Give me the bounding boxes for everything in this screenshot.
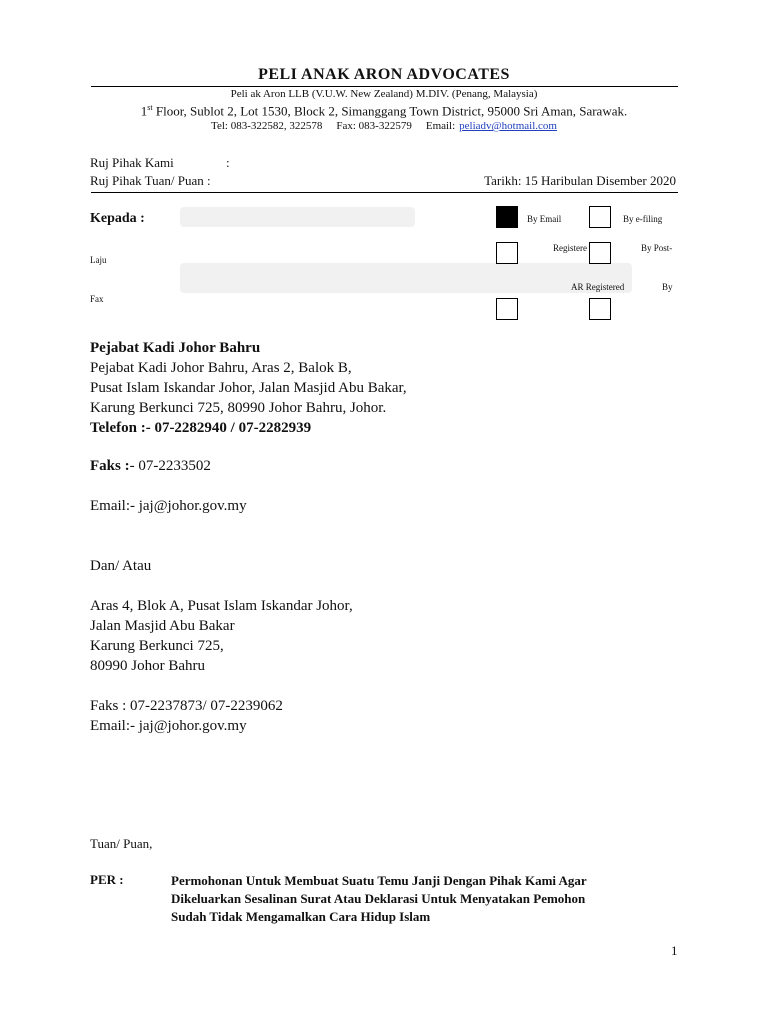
our-ref-colon: : <box>226 155 230 170</box>
header-divider <box>91 86 678 87</box>
by-hand-checkbox[interactable] <box>589 298 611 320</box>
per-label: PER : <box>90 872 124 887</box>
recipient-line1: Pejabat Kadi Johor Bahru, Aras 2, Balok B, <box>90 360 352 376</box>
email-link[interactable]: peliadv@hotmail.com <box>459 120 557 132</box>
salutation: Tuan/ Puan, <box>90 836 153 851</box>
alt-address-line4: 80990 Johor Bahru <box>90 658 205 674</box>
recipient-faks <box>90 458 211 475</box>
alt-faks: Faks : 07-2237873/ 07-2239062 <box>90 698 283 714</box>
ar-registered-checkbox[interactable] <box>496 298 518 320</box>
email-label: Email: <box>425 120 456 132</box>
references-divider <box>91 192 678 193</box>
redacted-recipient-2 <box>180 263 632 293</box>
contact-line <box>0 120 768 132</box>
laju-label: Laju <box>90 255 107 265</box>
address-rest: Floor, Sublot 2, Lot 1530, Block 2, Simanggang Town District, 95000 Sri Aman, Sarawak. <box>152 103 628 119</box>
by-efiling-checkbox[interactable] <box>589 206 611 228</box>
per-line1: Permohonan Untuk Membuat Suatu Temu Janji Dengan Pihak Kami Agar <box>171 873 587 888</box>
recipient-line3: Karung Berkunci 725, 80990 Johor Bahru, Johor. <box>90 400 387 416</box>
by-email-checkbox[interactable] <box>496 206 518 228</box>
alt-email: Email:- jaj@johor.gov.my <box>90 718 247 734</box>
by-post-checkbox[interactable] <box>589 242 611 264</box>
dan-atau: Dan/ Atau <box>90 558 152 574</box>
by-email-label: By Email <box>527 214 562 224</box>
by-efiling-label: By e-filing <box>623 214 663 224</box>
fax-number: Fax: 083-322579 <box>336 120 412 132</box>
per-line2: Dikeluarkan Sesalinan Surat Atau Deklarasi Untuk Menyatakan Pemohon <box>171 891 586 906</box>
qualifications-line: Peli ak Aron LLB (V.U.W. New Zealand) M.DIV. (Penang, Malaysia) <box>230 88 538 100</box>
firm-address <box>0 103 768 119</box>
registered-checkbox[interactable] <box>496 242 518 264</box>
fax-label: Fax <box>90 294 104 304</box>
alt-address-line3: Karung Berkunci 725, <box>90 638 224 654</box>
alt-address-line2: Jalan Masjid Abu Bakar <box>90 618 235 634</box>
floor-number: 1 <box>140 103 148 119</box>
firm-name: PELI ANAK ARON ADVOCATES <box>258 66 510 83</box>
recipient-title: Pejabat Kadi Johor Bahru <box>90 340 261 356</box>
by-label: By <box>662 282 673 292</box>
faks-label: Faks : <box>90 458 130 474</box>
per-line3: Sudah Tidak Mengamalkan Cara Hidup Islam <box>171 909 431 924</box>
recipient-line2: Pusat Islam Iskandar Johor, Jalan Masjid Abu Bakar, <box>90 380 407 396</box>
letter-date: Tarikh: 15 Haribulan Disember 2020 <box>484 173 676 188</box>
ar-registered-label: AR Registered <box>571 282 625 292</box>
our-ref-label: Ruj Pihak Kami <box>90 155 174 170</box>
tel-number: Tel: 083-322582, 322578 <box>211 120 323 132</box>
page-number: 1 <box>671 943 678 958</box>
alt-address-line1: Aras 4, Blok A, Pusat Islam Iskandar Johor, <box>90 598 353 614</box>
floor-suffix: st <box>147 103 153 112</box>
redacted-recipient <box>180 207 415 227</box>
your-ref-label: Ruj Pihak Tuan/ Puan : <box>90 173 211 188</box>
recipient-telefon: Telefon :- 07-2282940 / 07-2282939 <box>90 420 312 436</box>
kepada-label: Kepada : <box>90 211 145 226</box>
faks-value: - 07-2233502 <box>129 458 211 474</box>
recipient-email: Email:- jaj@johor.gov.my <box>90 498 247 514</box>
by-post-label: By Post- <box>641 243 673 253</box>
registered-label: Registere <box>553 243 587 253</box>
per-subject <box>171 872 671 926</box>
